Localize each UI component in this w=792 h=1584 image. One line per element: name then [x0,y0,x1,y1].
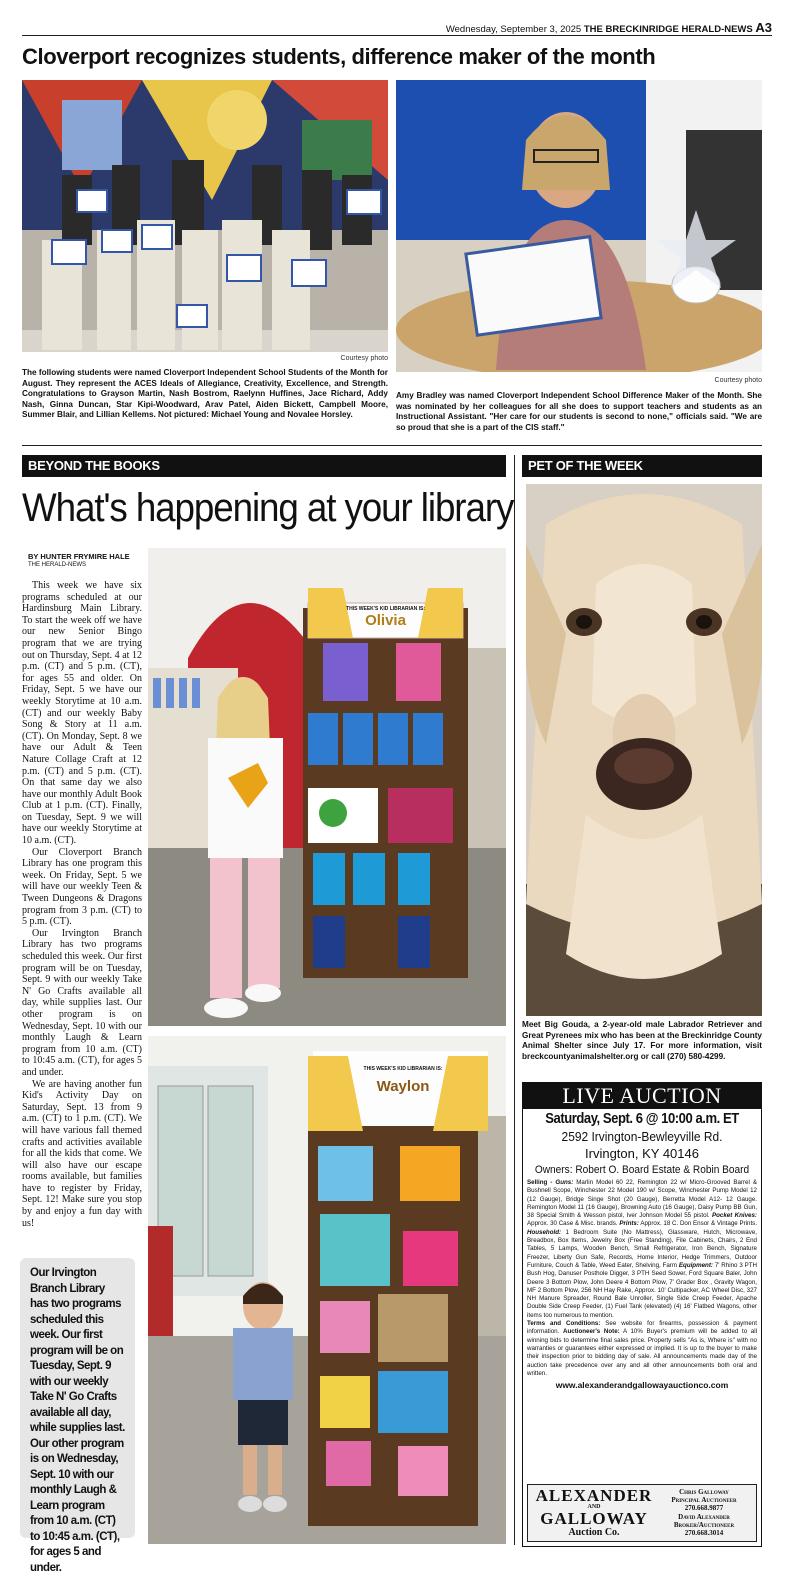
equipment-list: 7' Rhino 3 PTH Bush Hog, Danuser Posthole Digger, 3 PTH Seed Sower, Ford Square Baler, John Deere 3 Bottom Plow, John Deere 4 Bottom Plow, 7' Grader Box , Gravity Wagon, MF 2 Bottom Plow, 256 NH Hay Rake, Approx. 10' Cultipacker, AC Wheel Disc, 327 NH Manure Spreader, Round Bale Unroller, Single Side Creep Feeder, Apache Double Side Creep Feeder, (1) Fuel Tank (elevated) (4) 16' Flatbed Wagons, other items too numerous to mention. [527,1261,758,1319]
page-number: A3 [755,20,772,35]
students-photo [22,80,388,352]
olivia-sign [323,606,448,629]
olivia-sign-top: THIS WEEK'S KID LIBRARIAN IS: [346,606,425,612]
story-paragraph: We are having another fun Kid's Activity Day on Saturday, Sept. 13 from 9 a.m. (CT) to 1 p.m. (CT). We will have various fall themed crafts and activities available for all the kids that come. We will also have our escape rooms available, but families have to register by Friday, Sept. 12! Make sure you stop by and enjoy a fun day with us! [22,1078,142,1229]
teacher-photo [396,80,762,372]
household-label: Household: [527,1228,562,1236]
auction-owners: Owners: Robert O. Board Estate & Robin Board [534,1164,750,1176]
auctioneer-contacts [656,1488,752,1537]
page-header [22,20,772,36]
guns-label: Guns: [555,1179,574,1186]
contact1-name: Chris Galloway [679,1488,729,1496]
auction-address-line1: 2592 Irvington-Bewleyville Rd. [561,1129,723,1144]
company-name-1: ALEXANDER [535,1486,653,1505]
byline-author: BY HUNTER FRYMIRE HALE [28,552,130,561]
column-divider [514,455,515,1545]
contact2-name: David Alexander [678,1512,730,1521]
photo1-credit: Courtesy photo [340,355,388,362]
auction-address-line2: Irvington, KY 40146 [585,1146,699,1161]
auction-date: Saturday, Sept. 6 @ 10:00 a.m. ET [545,1111,739,1127]
waylon-sign [343,1066,463,1095]
pull-quote: Our Irvington Branch Library has two programs scheduled this week. Our first program will be on Tuesday, Sept. 9 with our weekly Take N' Go Crafts available all day, while supplies last. Our other program is on Wednesday, Sept. 10 with our monthly Laugh & Learn program from 10 a.m. (CT) to 10:45 a.m. (CT), for ages 5 and under. [20,1258,135,1538]
section-divider [22,445,762,446]
contact2-phone: 270.668.3014 [684,1529,724,1538]
prints-label: Prints: [619,1220,639,1228]
library-headline: What's happening at your library [22,486,514,530]
auction-company-logo [527,1484,757,1542]
auction-listing [523,1176,761,1378]
photo2-caption: Amy Bradley was named Cloverport Independent School Difference Maker of the Month. She was nominated by her colleagues for all she does to support teachers and students as an Instructional Assistant. "Her care for our students is second to none," officials said. "We are so proud that she is a part of the CIS staff." [396,391,762,432]
byline-org: THE HERALD-NEWS [28,562,87,568]
byline [28,552,148,568]
photo1-caption: The following students were named Cloverport Independent School Students of the Month for August. They represent the ACES Ideals of Allegiance, Creativity, Excellence, and Strength. Congratulations to Grayson Martin, Nash Bostrom, Raelynn Huffines, Jace Richard, Addy Nash, Ginna Duncan, Star Kipi-Woodward, Arav Patel, Aiden Bickett, Campbell Moore, Summer Blair, and Lillian Kellems. Not pictured: Michael Young and Novalee Horsley. [22,368,388,420]
prints-list: Approx. 18 C. Don Ensor & Vintage Prints. [640,1220,757,1228]
terms-label: Terms and Conditions: [527,1320,601,1328]
story-paragraph: Our Irvington Branch Library has two programs scheduled this week. Our first program will be on Tuesday, Sept. 9 with our weekly Take N' Go Crafts available all day, while supplies last. Our other program is on Wednesday, Sept. 10 with our monthly Laugh & Learn program from 10 a.m. (CT) to 10:45 a.m. (CT), for ages 5 and under. [22,927,142,1078]
household-list: 1 Bedroom Suite (No Mattress), Glassware, Hutch, Microwave, Breadbox, Box Items, Jewelry Box (Free Standing), File Cabinets, Chairs, 2 End Tables, 5 Lamps, Wooden Bench, Small Refrigerator, Iron Bench, Signature Freezer, Liberty Gun Safe, Records, Home Interior, Hedge Trimmers, Outdoor Furniture, Couch & Table, Weed Eater, Shelving, Farm [527,1228,757,1269]
olivia-sign-name: Olivia [365,612,406,629]
pet-section-bar: PET OF THE WEEK [522,455,762,477]
issue-date: Wednesday, September 3, 2025 [445,24,582,35]
pet-caption: Meet Big Gouda, a 2-year-old male Labrador Retriever and Great Pyrenees mix who has been at the Breckinridge County Animal Shelter since July 17. For more information, visit breckcountyanimalshelter.org or call (270) 580-4299. [522,1020,762,1061]
guns-list: Marlin Model 60 22, Remington 22 w/ Micro-Grooved Barrel & Bushnell Scope, Winchester 22 Model 190 w/ Scope, Winchester Pump Model 12 (12 Gauge), Bridge Singe Shot (20 Gauge), Berretta Model A12- 12 Gauge. Remington Model 11 (16 Gauge), Browning Auto (16 Gauge), Daisy Pump BB Gun, 38 Special Smith & Wesson pistol, Iver Johnson Model 55 pistol. [527,1179,757,1220]
auction-ad [522,1082,762,1547]
note-text: A 10% Buyer's premium will be added to all winning bids to determine final sales price. Property sells "As is, Where is" with no warranties or guarantees either expressed or implied. It is up to the buyer to make their inspection prior to bidding day of sale. All announcements made day of the auction take precedence over any and all other announcements both oral and written. [527,1328,757,1377]
company-name-and: AND [587,1504,601,1510]
contact2-title: Broker/Auctioneer [673,1520,735,1529]
selling-label: Selling - [527,1179,553,1186]
library-photo-waylon [148,1036,506,1544]
note-label: Auctioneer's Note: [563,1328,620,1336]
auction-title: LIVE AUCTION [523,1083,761,1109]
company-name [530,1487,658,1538]
waylon-sign-top: THIS WEEK'S KID LIBRARIAN IS: [363,1066,443,1072]
auction-website: www.alexanderandgallowayauctionco.com [555,1380,729,1391]
library-photo-olivia [148,548,506,1026]
company-name-2: GALLOWAY [540,1509,648,1528]
library-story [22,580,142,1229]
contact1-phone: 270.668.9877 [684,1504,724,1513]
company-name-3: Auction Co. [568,1527,620,1538]
library-section-bar: BEYOND THE BOOKS [22,455,506,477]
paper-name: THE BRECKINRIDGE HERALD-NEWS [583,24,753,35]
pet-photo [526,484,762,1016]
photo2-credit: Courtesy photo [714,377,762,384]
story-paragraph: This week we have six programs scheduled at our Hardinsburg Main Library. To start the week off we have our new Senior Bingo program that we are trying out on Thursday, Sept. 4 at 12 p.m. (CT) and 5 p.m. (CT), for ages 55 and older. On Friday, Sept. 5 we have our weekly Storytime at 10 a.m. (CT) and our weekly Baby Song & Story at 11 a.m. (CT). On Monday, Sept. 8 we have our Adult & Teen Nature Collage Craft at 12 p.m. (CT) and 5 p.m. (CT). On that same day we also have our monthly Adult Book Club at 1 p.m. (CT). Finally, on Tuesday, Sept. 9 we will have our weekly Storytime at 10 a.m. (CT). [22,580,142,847]
equipment-label: Equipment: [678,1261,713,1269]
top-headline: Cloverport recognizes students, difference maker of the month [22,44,656,69]
knives-list: Approx. 30 Case & Misc. brands. [527,1220,618,1228]
story-paragraph: Our Cloverport Branch Library has one program this week. On Friday, Sept. 5 we will have our weekly Teen & Tween Dungeons & Dragons program from 3 p.m. (CT) to 5 p.m. (CT). [22,846,142,928]
contact1-title: Principal Auctioneer [671,1496,737,1505]
waylon-sign-name: Waylon [376,1078,430,1095]
terms-text: See website for firearms, possession & payment information. [527,1320,757,1336]
knives-label: Pocket Knives: [711,1212,757,1220]
